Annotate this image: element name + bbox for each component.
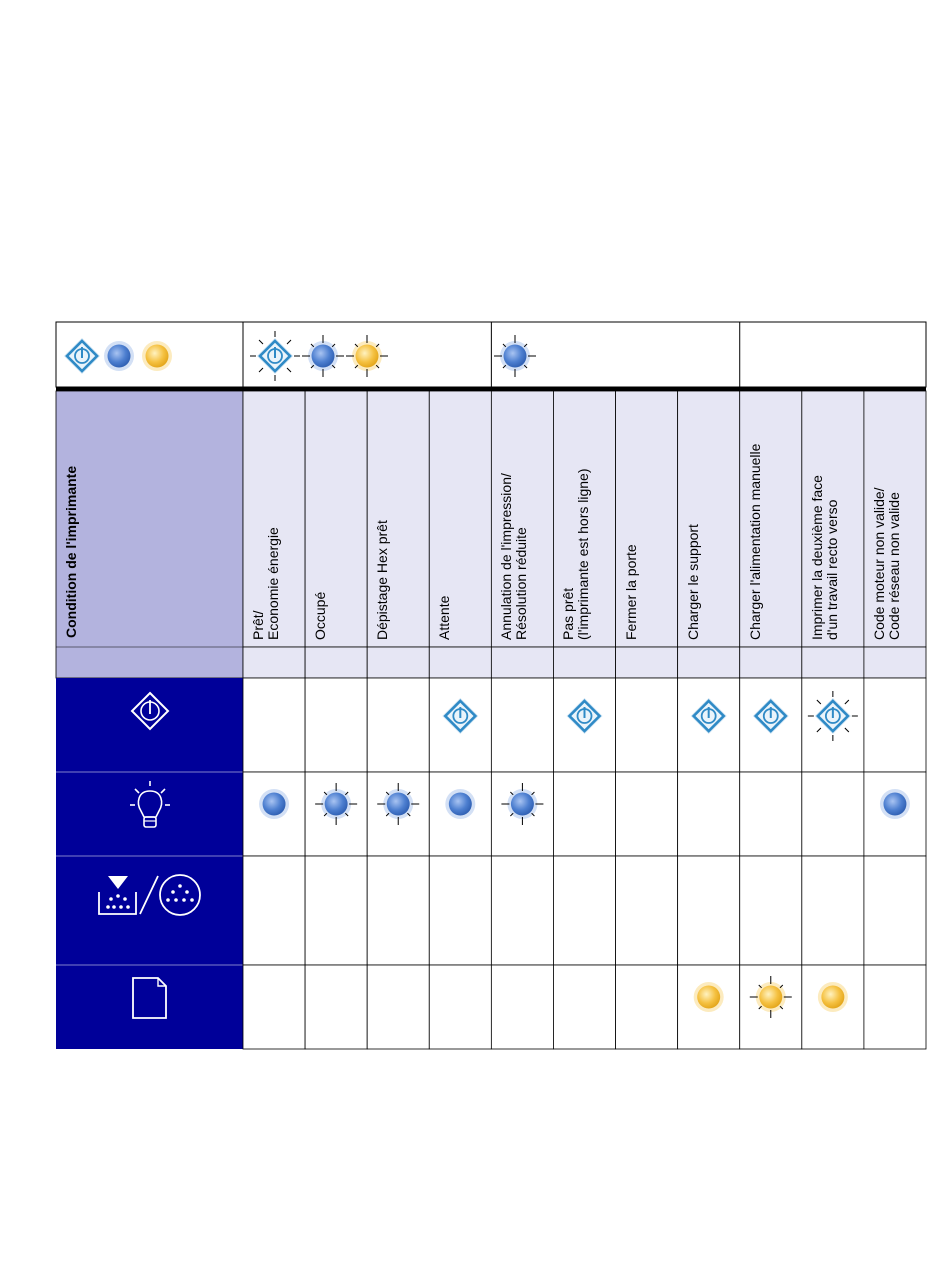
grid-cell — [243, 965, 305, 1049]
blue-led-icon — [104, 341, 134, 371]
grid-cell — [491, 965, 553, 1049]
grid-cell — [678, 772, 740, 856]
condition-label — [251, 527, 281, 640]
spacer-cell — [864, 647, 926, 678]
grid-cell — [864, 678, 926, 772]
condition-label-line: Pas prêt — [560, 587, 577, 640]
condition-label-line: Prêt/ — [250, 610, 266, 640]
condition-label-line: Annulation de l'impression/ — [498, 473, 515, 640]
condition-label — [624, 544, 639, 640]
condition-label-line: Résolution réduite — [513, 527, 530, 640]
condition-label — [437, 596, 452, 640]
thick-divider — [56, 387, 926, 391]
blue-led-icon — [259, 789, 289, 819]
condition-label-line: Charger le support — [684, 524, 701, 640]
grid-cell — [553, 965, 615, 1049]
amber-led-icon — [818, 982, 848, 1012]
spacer-cell — [802, 647, 864, 678]
grid-cell — [616, 772, 678, 856]
grid-cell — [367, 678, 429, 772]
condition-label-line: Imprimer la deuxième face — [808, 475, 825, 640]
grid-cell — [305, 965, 367, 1049]
grid-cell — [367, 965, 429, 1049]
row-header-block — [56, 678, 243, 1049]
amber-led-icon — [694, 982, 724, 1012]
spacer-cell — [678, 647, 740, 678]
condition-label-line: Code réseau non valide — [885, 492, 902, 640]
grid-cell — [429, 965, 491, 1049]
condition-label — [375, 520, 390, 640]
blue-led-icon — [880, 789, 910, 819]
condition-label — [499, 473, 529, 640]
grid-cell — [802, 856, 864, 965]
condition-label-line: Dépistage Hex prêt — [374, 520, 391, 640]
condition-label — [561, 468, 591, 640]
condition-label — [872, 487, 902, 640]
condition-label — [313, 592, 328, 640]
condition-header-cell — [56, 391, 243, 678]
spacer-cell — [305, 647, 367, 678]
grid-cell — [305, 678, 367, 772]
grid-cell — [553, 772, 615, 856]
spacer-cell — [429, 647, 491, 678]
grid-cell — [367, 856, 429, 965]
spacer-cell — [367, 647, 429, 678]
condition-label-line: Fermer la porte — [622, 544, 639, 640]
grid-cell — [305, 856, 367, 965]
grid-cell — [243, 678, 305, 772]
condition-label-line: Code moteur non valide/ — [870, 487, 887, 640]
grid-cell — [864, 856, 926, 965]
spacer-cell — [740, 647, 802, 678]
spacer-cell — [243, 647, 305, 678]
grid-cell — [616, 856, 678, 965]
condition-label-line: Occupé — [312, 591, 329, 640]
grid-cell — [740, 856, 802, 965]
amber-led-icon — [142, 341, 172, 371]
grid-cell — [553, 856, 615, 965]
grid-cell — [616, 965, 678, 1049]
grid-cell — [802, 772, 864, 856]
grid-cell — [678, 856, 740, 965]
condition-label — [810, 475, 840, 640]
condition-label — [686, 524, 701, 640]
blue-led-icon — [445, 789, 475, 819]
condition-label-line: Economie énergie — [265, 527, 281, 640]
grid-cell — [864, 965, 926, 1049]
spacer-cell — [553, 647, 615, 678]
grid-cell — [243, 856, 305, 965]
grid-cell — [429, 856, 491, 965]
grid-cell — [491, 678, 553, 772]
condition-label-line: d'un travail recto verso — [823, 499, 840, 640]
condition-label-line: (l'imprimante est hors ligne) — [575, 468, 592, 640]
condition-label-line: Charger l'alimentation manuelle — [746, 443, 763, 640]
condition-title: Condition de l'imprimante — [63, 465, 79, 638]
grid-cell — [491, 856, 553, 965]
grid-cell — [616, 678, 678, 772]
condition-label-line: Attente — [436, 595, 453, 640]
spacer-cell — [616, 647, 678, 678]
grid-cell — [740, 772, 802, 856]
spacer-cell — [491, 647, 553, 678]
condition-label — [748, 444, 763, 640]
